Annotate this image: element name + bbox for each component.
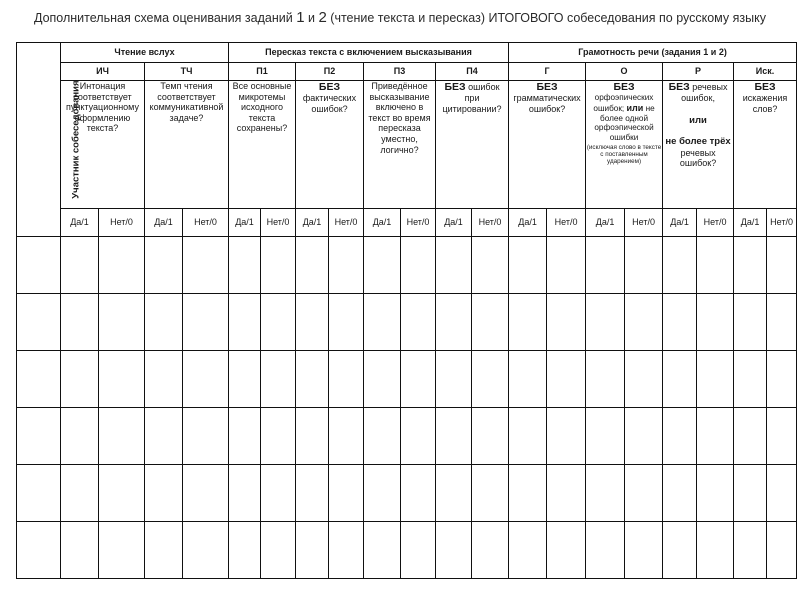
score-cell[interactable] (364, 351, 401, 408)
answer-yes: Да/1 (229, 209, 261, 237)
score-cell[interactable] (261, 465, 296, 522)
score-cell[interactable] (296, 465, 329, 522)
score-cell[interactable] (734, 237, 767, 294)
answer-yes: Да/1 (296, 209, 329, 237)
criterion-r: БЕЗ речевых ошибок, или не более трёх речевых ошибок? (663, 81, 734, 209)
score-cell[interactable] (229, 351, 261, 408)
score-cell[interactable] (697, 522, 734, 579)
score-cell[interactable] (401, 294, 436, 351)
criterion-isk: БЕЗ искажения слов? (734, 81, 797, 209)
answer-no: Нет/0 (401, 209, 436, 237)
score-cell[interactable] (509, 465, 547, 522)
participant-name-cell[interactable] (17, 237, 61, 294)
score-cell[interactable] (436, 408, 472, 465)
criterion-o: БЕЗ орфоэпических ошибок; или не более одной орфоэпической ошибки (исключая слово в тексте с поставленным ударением) (586, 81, 663, 209)
score-cell[interactable] (329, 465, 364, 522)
score-cell[interactable] (61, 294, 99, 351)
score-cell[interactable] (99, 237, 145, 294)
score-cell[interactable] (61, 522, 99, 579)
score-cell[interactable] (401, 408, 436, 465)
score-cell[interactable] (697, 294, 734, 351)
score-cell[interactable] (401, 237, 436, 294)
score-cell[interactable] (401, 351, 436, 408)
score-cell[interactable] (472, 237, 509, 294)
code-r: Р (663, 63, 734, 81)
code-g: Г (509, 63, 586, 81)
score-cell[interactable] (61, 237, 99, 294)
score-cell[interactable] (436, 522, 472, 579)
answer-yes: Да/1 (509, 209, 547, 237)
score-cell[interactable] (586, 351, 625, 408)
score-cell[interactable] (329, 351, 364, 408)
score-cell[interactable] (99, 351, 145, 408)
code-o: О (586, 63, 663, 81)
score-cell[interactable] (145, 408, 183, 465)
score-cell[interactable] (261, 522, 296, 579)
score-cell[interactable] (547, 522, 586, 579)
score-cell[interactable] (509, 237, 547, 294)
code-p1: П1 (229, 63, 296, 81)
score-cell[interactable] (364, 408, 401, 465)
score-cell[interactable] (296, 294, 329, 351)
score-cell[interactable] (436, 465, 472, 522)
participant-row (17, 522, 797, 579)
score-cell[interactable] (329, 294, 364, 351)
participant-name-cell[interactable] (17, 351, 61, 408)
answer-no: Нет/0 (329, 209, 364, 237)
participant-name-cell[interactable] (17, 294, 61, 351)
answer-yes: Да/1 (586, 209, 625, 237)
score-cell[interactable] (296, 351, 329, 408)
participant-name-cell[interactable] (17, 408, 61, 465)
code-isk: Иск. (734, 63, 797, 81)
score-cell[interactable] (472, 351, 509, 408)
score-cell[interactable] (145, 465, 183, 522)
score-cell[interactable] (767, 465, 797, 522)
score-cell[interactable] (261, 237, 296, 294)
code-p4: П4 (436, 63, 509, 81)
score-cell[interactable] (229, 294, 261, 351)
answer-yes: Да/1 (663, 209, 697, 237)
score-cell[interactable] (625, 522, 663, 579)
score-cell[interactable] (401, 465, 436, 522)
score-cell[interactable] (663, 351, 697, 408)
participant-rows (17, 237, 797, 579)
score-cell[interactable] (329, 408, 364, 465)
answer-yes: Да/1 (364, 209, 401, 237)
score-cell[interactable] (99, 465, 145, 522)
score-cell[interactable] (547, 294, 586, 351)
score-cell[interactable] (767, 351, 797, 408)
answer-no: Нет/0 (99, 209, 145, 237)
score-cell[interactable] (261, 408, 296, 465)
answer-no: Нет/0 (697, 209, 734, 237)
score-cell[interactable] (586, 522, 625, 579)
score-cell[interactable] (261, 294, 296, 351)
score-cell[interactable] (145, 237, 183, 294)
participant-row (17, 465, 797, 522)
score-cell[interactable] (401, 522, 436, 579)
score-cell[interactable] (586, 294, 625, 351)
score-cell[interactable] (364, 465, 401, 522)
participant-row (17, 351, 797, 408)
score-cell[interactable] (509, 351, 547, 408)
score-cell[interactable] (625, 351, 663, 408)
participant-row (17, 408, 797, 465)
score-cell[interactable] (145, 351, 183, 408)
score-cell[interactable] (663, 408, 697, 465)
score-cell[interactable] (364, 522, 401, 579)
group-literacy: Грамотность речи (задания 1 и 2) (509, 43, 797, 63)
score-cell[interactable] (625, 408, 663, 465)
score-cell[interactable] (663, 237, 697, 294)
criterion-tch: Темп чтения соответствует коммуникативной задаче? (145, 81, 229, 209)
score-cell[interactable] (183, 351, 229, 408)
score-cell[interactable] (229, 465, 261, 522)
score-cell[interactable] (183, 465, 229, 522)
score-cell[interactable] (767, 294, 797, 351)
score-cell[interactable] (296, 522, 329, 579)
score-cell[interactable] (436, 294, 472, 351)
participant-row (17, 294, 797, 351)
participant-row (17, 237, 797, 294)
score-cell[interactable] (586, 408, 625, 465)
score-cell[interactable] (183, 294, 229, 351)
score-cell[interactable] (472, 294, 509, 351)
score-cell[interactable] (472, 522, 509, 579)
participant-name-cell[interactable] (17, 465, 61, 522)
answer-yes: Да/1 (436, 209, 472, 237)
score-cell[interactable] (329, 522, 364, 579)
score-cell[interactable] (364, 237, 401, 294)
score-cell[interactable] (436, 237, 472, 294)
criterion-p4: БЕЗ ошибок при цитировании? (436, 81, 509, 209)
score-cell[interactable] (663, 294, 697, 351)
answer-no: Нет/0 (261, 209, 296, 237)
score-cell[interactable] (329, 237, 364, 294)
score-cell[interactable] (625, 237, 663, 294)
score-cell[interactable] (509, 294, 547, 351)
score-cell[interactable] (436, 351, 472, 408)
answer-no: Нет/0 (183, 209, 229, 237)
score-cell[interactable] (61, 351, 99, 408)
code-tch: ТЧ (145, 63, 229, 81)
score-cell[interactable] (183, 522, 229, 579)
score-cell[interactable] (547, 237, 586, 294)
answer-yes: Да/1 (145, 209, 183, 237)
score-cell[interactable] (586, 237, 625, 294)
answer-no: Нет/0 (547, 209, 586, 237)
score-cell[interactable] (663, 522, 697, 579)
score-cell[interactable] (61, 465, 99, 522)
score-cell[interactable] (509, 522, 547, 579)
score-cell[interactable] (229, 408, 261, 465)
answer-no: Нет/0 (767, 209, 797, 237)
score-cell[interactable] (99, 522, 145, 579)
criterion-g: БЕЗ грамматических ошибок? (509, 81, 586, 209)
score-cell[interactable] (767, 237, 797, 294)
score-cell[interactable] (734, 294, 767, 351)
score-cell[interactable] (229, 522, 261, 579)
score-cell[interactable] (697, 465, 734, 522)
score-cell[interactable] (767, 522, 797, 579)
score-cell[interactable] (99, 294, 145, 351)
page-title: Дополнительная схема оценивания заданий 1 и 2 (чтение текста и пересказ) ИТОГОВОГО собеседования по русскому языку (33, 9, 766, 26)
score-cell[interactable] (697, 351, 734, 408)
criterion-p3: Приведённое высказывание включено в текст во время пересказа уместно, логично? (364, 81, 436, 209)
score-cell[interactable] (509, 408, 547, 465)
score-cell[interactable] (734, 465, 767, 522)
answer-no: Нет/0 (625, 209, 663, 237)
criterion-ich: Интонация соответствует пунктуационному оформлению текста? (61, 81, 145, 209)
score-cell[interactable] (625, 294, 663, 351)
participant-name-cell[interactable] (17, 522, 61, 579)
score-cell[interactable] (586, 465, 625, 522)
score-cell[interactable] (663, 465, 697, 522)
score-cell[interactable] (183, 237, 229, 294)
score-cell[interactable] (547, 351, 586, 408)
assessment-table (16, 42, 797, 579)
score-cell[interactable] (625, 465, 663, 522)
score-cell[interactable] (547, 465, 586, 522)
score-cell[interactable] (472, 465, 509, 522)
score-cell[interactable] (145, 294, 183, 351)
score-cell[interactable] (183, 408, 229, 465)
score-cell[interactable] (229, 237, 261, 294)
score-cell[interactable] (734, 351, 767, 408)
score-cell[interactable] (547, 408, 586, 465)
score-cell[interactable] (296, 237, 329, 294)
score-cell[interactable] (364, 294, 401, 351)
group-retelling: Пересказ текста с включением высказывания (229, 43, 509, 63)
group-reading: Чтение вслух (61, 43, 229, 63)
score-cell[interactable] (734, 522, 767, 579)
score-cell[interactable] (697, 237, 734, 294)
participant-header: Участник собеседования (17, 43, 61, 237)
score-cell[interactable] (296, 408, 329, 465)
score-cell[interactable] (734, 408, 767, 465)
criterion-p2: БЕЗ фактических ошибок? (296, 81, 364, 209)
code-p3: П3 (364, 63, 436, 81)
answer-yes: Да/1 (734, 209, 767, 237)
score-cell[interactable] (99, 408, 145, 465)
score-cell[interactable] (767, 408, 797, 465)
answer-no: Нет/0 (472, 209, 509, 237)
score-cell[interactable] (472, 408, 509, 465)
answer-yes: Да/1 (61, 209, 99, 237)
score-cell[interactable] (145, 522, 183, 579)
criterion-p1: Все основные микротемы исходного текста сохранены? (229, 81, 296, 209)
code-ich: ИЧ (61, 63, 145, 81)
score-cell[interactable] (697, 408, 734, 465)
score-cell[interactable] (61, 408, 99, 465)
score-cell[interactable] (261, 351, 296, 408)
code-p2: П2 (296, 63, 364, 81)
